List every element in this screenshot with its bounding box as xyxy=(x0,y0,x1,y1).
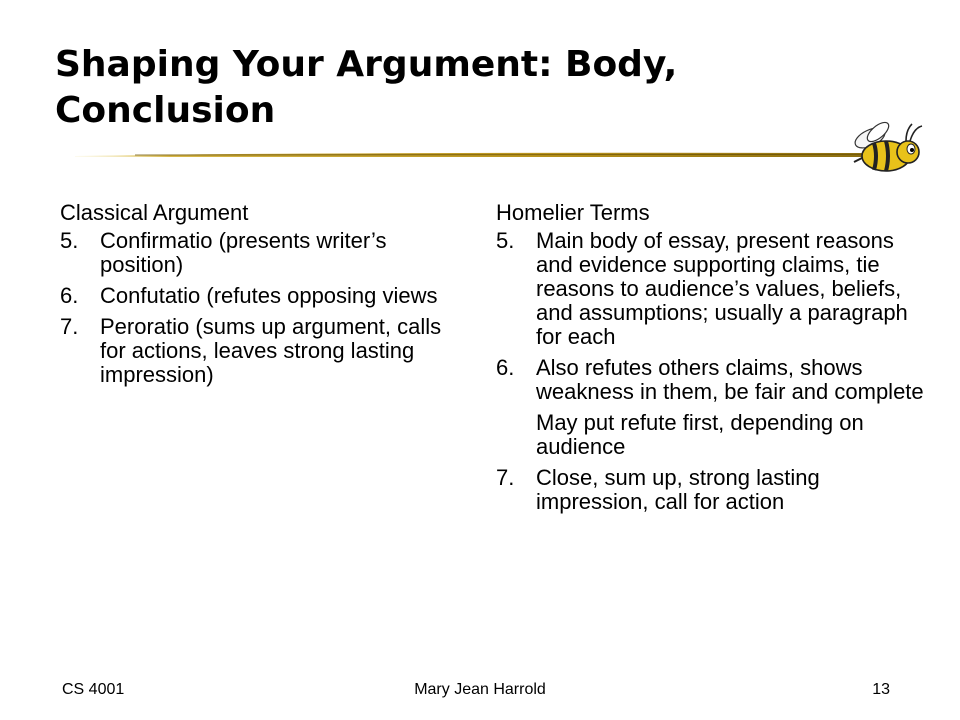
item-number: 6. xyxy=(60,283,79,308)
list-item xyxy=(496,229,936,349)
item-text: Confirmatio (presents writer’s position) xyxy=(100,228,387,277)
column-heading: Homelier Terms xyxy=(496,200,650,225)
list-item xyxy=(496,466,936,514)
item-number: 5. xyxy=(60,228,79,253)
gold-brush-line-divider xyxy=(75,150,865,160)
footer-page-number: 13 xyxy=(872,681,890,698)
footer-author: Mary Jean Harrold xyxy=(414,681,546,698)
item-text: Also refutes others claims, shows weakness in them, be fair and complete xyxy=(536,355,924,404)
homelier-terms-column xyxy=(496,201,936,521)
item-number: 5. xyxy=(496,228,515,253)
list-note: May put refute first, depending on audience xyxy=(536,410,864,459)
footer-course: CS 4001 xyxy=(62,681,125,698)
list-item xyxy=(60,284,460,308)
item-number: 6. xyxy=(496,355,515,380)
column-heading: Classical Argument xyxy=(60,200,249,225)
list-item xyxy=(60,315,460,387)
item-number: 7. xyxy=(60,314,79,339)
item-number: 7. xyxy=(496,465,515,490)
list-item xyxy=(60,229,460,277)
list-item xyxy=(496,356,936,404)
yellow-jacket-bee-icon xyxy=(848,118,924,178)
slide-title: Shaping Your Argument: Body, Conclusion xyxy=(55,44,678,131)
item-text: Peroratio (sums up argument, calls for actions, leaves strong lasting impression) xyxy=(100,314,442,387)
item-text: Main body of essay, present reasons and evidence supporting claims, tie reasons to audience’s values, beliefs, and assumptions; usually a paragraph for each xyxy=(536,228,908,349)
item-text: Close, sum up, strong lasting impression, call for action xyxy=(536,465,820,514)
item-text: Confutatio (refutes opposing views xyxy=(100,283,438,308)
classical-argument-column xyxy=(60,201,460,394)
